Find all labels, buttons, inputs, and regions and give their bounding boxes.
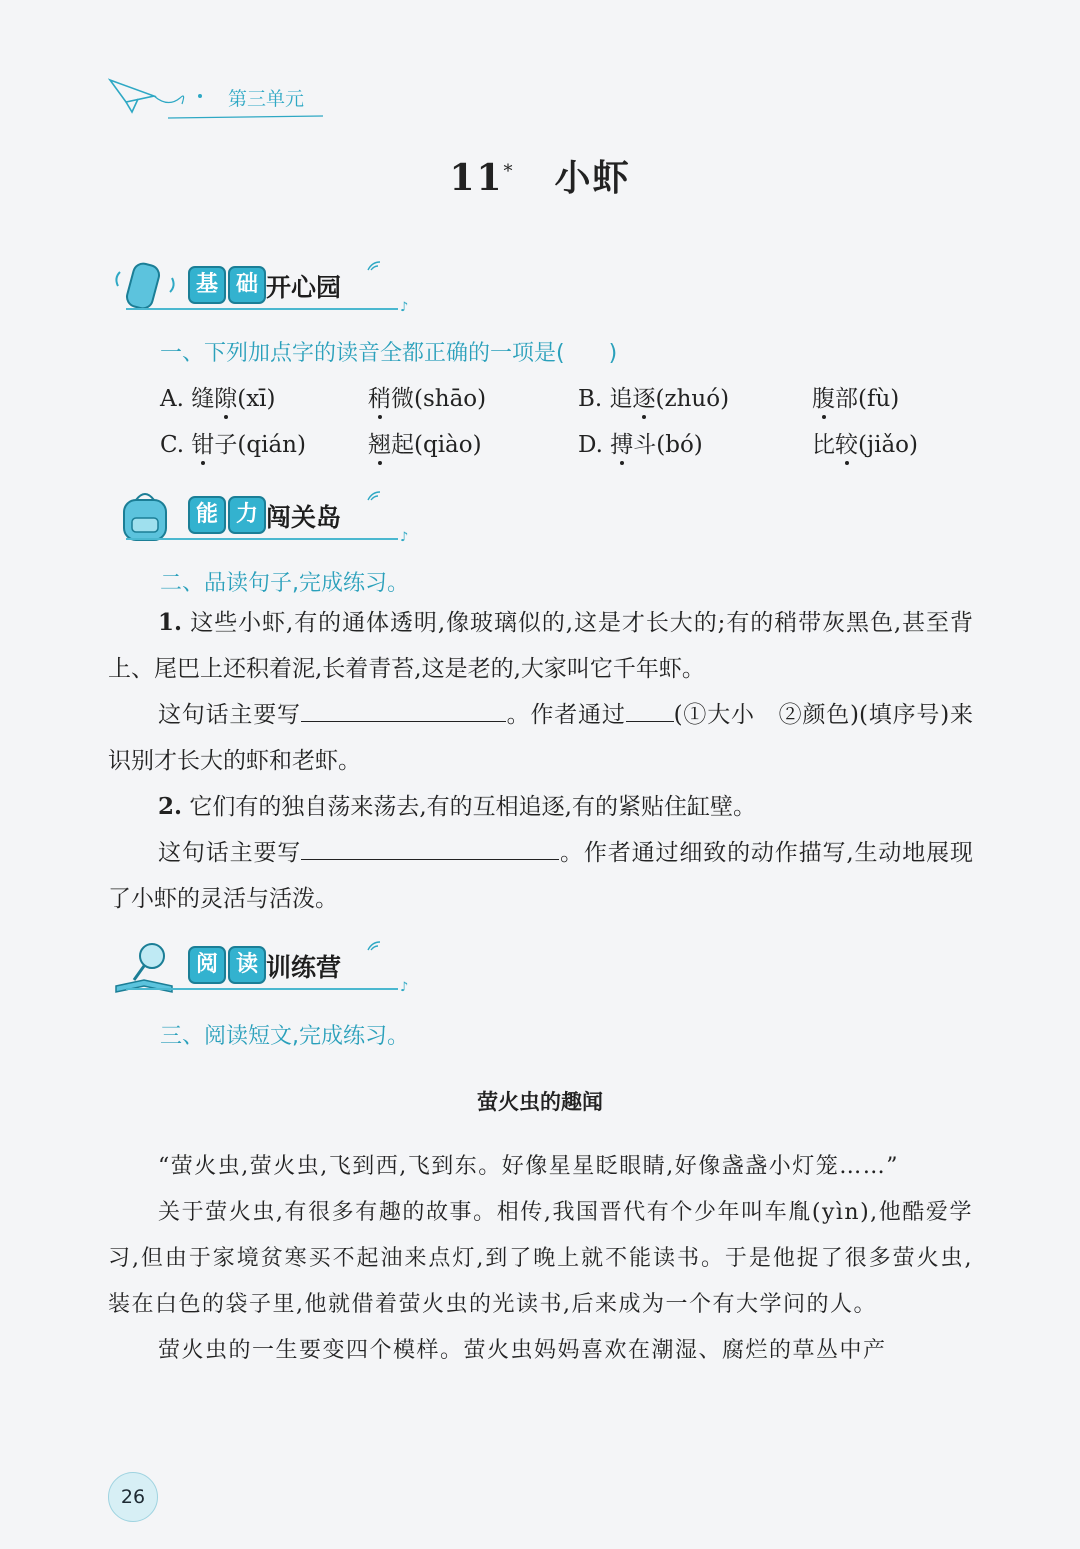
section-banner-ability xyxy=(112,486,412,556)
section-chip xyxy=(180,946,274,982)
chip-char: 力 xyxy=(228,496,266,534)
music-note-icon: ♪ xyxy=(400,530,409,545)
story-title: 萤火虫的趣闻 xyxy=(477,1090,603,1114)
unit-label: 第三单元 xyxy=(228,88,305,110)
option-a-1: A. 缝隙(xī) xyxy=(160,380,276,413)
story-paragraph: 萤火虫的一生要变四个模样。萤火虫妈妈喜欢在潮湿、腐烂的草丛中产 xyxy=(158,1338,887,1363)
answer-blank[interactable] xyxy=(301,695,506,722)
option-a-2: 稍微(shāo) xyxy=(368,380,486,413)
option-b-2: 腹部(fù) xyxy=(812,380,899,413)
sentence-1: 1. 这些小虾,有的通体透明,像玻璃似的,这是才长大的;有的稍带灰黑色,甚至背上、尾巴上还积着泥,长着青苔,这是老的,大家叫它千年虾。 xyxy=(108,609,973,682)
sound-wave-icon xyxy=(366,938,384,952)
story-paragraph: “萤火虫,萤火虫,飞到西,飞到东。好像星星眨眼睛,好像盏盏小灯笼……” xyxy=(158,1154,899,1179)
sound-wave-icon xyxy=(366,488,384,502)
chip-char: 基 xyxy=(188,266,226,304)
lesson-star: * xyxy=(503,161,515,182)
section-name: 开心园 xyxy=(266,273,342,302)
sentence-2-question: 这句话主要写 。作者通过细致的动作描写,生动地展现了小虾的灵活与活泼。 xyxy=(108,830,973,922)
lesson-name: 小虾 xyxy=(554,157,631,199)
lesson-title xyxy=(0,150,1080,201)
sound-wave-icon xyxy=(366,258,384,272)
banner-underline xyxy=(126,988,398,990)
answer-blank[interactable] xyxy=(626,695,674,722)
section-banner-reading xyxy=(112,936,412,1006)
section-banner-basic xyxy=(112,256,412,326)
banner-underline xyxy=(126,308,398,310)
chip-char: 础 xyxy=(228,266,266,304)
question-2-heading: 二、品读句子,完成练习。 xyxy=(160,571,409,596)
chip-char: 读 xyxy=(228,946,266,984)
option-b-1: B. 追逐(zhuó) xyxy=(578,380,729,413)
chip-char: 阅 xyxy=(188,946,226,984)
section-chip xyxy=(180,266,274,302)
story-body xyxy=(108,1144,973,1374)
option-d-1: D. 搏斗(bó) xyxy=(578,426,703,459)
chip-char: 能 xyxy=(188,496,226,534)
question-2-body xyxy=(108,600,973,922)
section-name: 闯关岛 xyxy=(266,503,342,532)
section-chip xyxy=(180,496,274,532)
answer-blank[interactable] xyxy=(301,833,559,860)
question-1-heading: 一、下列加点字的读音全都正确的一项是( ) xyxy=(160,341,618,366)
lesson-number: 11 xyxy=(449,157,504,199)
story-paragraph: 关于萤火虫,有很多有趣的故事。相传,我国晋代有个少年叫车胤(yìn),他酷爱学习,但由于家境贫寒买不起油来点灯,到了晚上就不能读书。于是他捉了很多萤火虫,装在白色的袋子里,他就借着萤火虫的光读书,后来成为一个有大学问的人。 xyxy=(108,1200,973,1317)
section-name: 训练营 xyxy=(266,953,342,982)
page-number: 26 xyxy=(108,1472,158,1522)
music-note-icon: ♪ xyxy=(400,980,409,995)
option-c-2: 翘起(qiào) xyxy=(368,426,482,459)
sentence-2: 2. 它们有的独自荡来荡去,有的互相追逐,有的紧贴住缸壁。 xyxy=(158,793,756,820)
banner-underline xyxy=(126,538,398,540)
option-c-1: C. 钳子(qián) xyxy=(160,426,306,459)
option-d-2: 比较(jiǎo) xyxy=(812,426,918,459)
question-3-heading: 三、阅读短文,完成练习。 xyxy=(160,1024,409,1049)
music-note-icon: ♪ xyxy=(400,300,409,315)
sentence-1-question: 这句话主要写 。作者通过 (①大小 ②颜色)(填序号)来识别才长大的虾和老虾。 xyxy=(108,692,973,784)
